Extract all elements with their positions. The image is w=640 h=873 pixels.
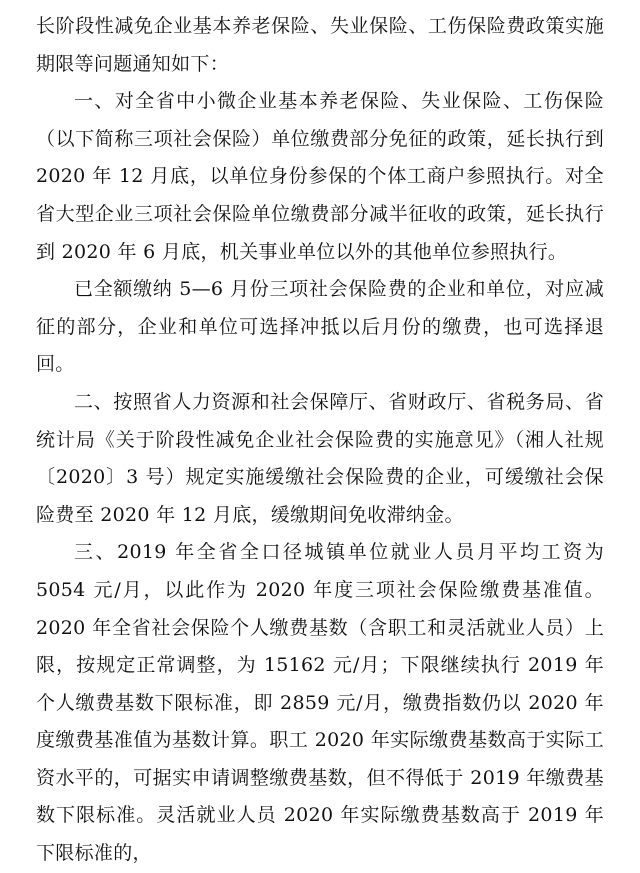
paragraph-item-2: 二、按照省人力资源和社会保障厅、省财政厅、省税务局、省统计局《关于阶段性减免企业社会保险费的实施意见》（湘人社规〔2020〕3 号）规定实施缓缴社会保险费的企业，可缓缴社会保险费至 2020 年 12 月底，缓缴期间免收滞纳金。 xyxy=(36,390,604,526)
paragraph-intro: 长阶段性减免企业基本养老保险、失业保险、工伤保险费政策实施期限等问题通知如下： xyxy=(36,15,604,75)
paragraph-item-1: 一、对全省中小微企业基本养老保险、失业保险、工伤保险（以下简称三项社会保险）单位缴费部分免征的政策，延长执行到 2020 年 12 月底，以单位身份参保的个体工商户参照执行。对全省大型企业三项社会保险单位缴费部分减半征收的政策，延长执行到 2020 年 6 月底，机关事业单位以外的其他单位参照执行。 xyxy=(36,90,604,263)
paragraph-item-3: 三、2019 年全省全口径城镇单位就业人员月平均工资为 5054 元/月，以此作为 2020 年度三项社会保险缴费基准值。2020 年全省社会保险个人缴费基数（含职工和灵活就业人员）上限，按规定正常调整，为 15162 元/月；下限继续执行 2019 年个人缴费基数下限标准，即 2859 元/月，缴费指数仍以 2020 年度缴费基准值为基数计算。职工 2020 年实际缴费基数高于实际工资水平的，可据实申请调整缴费基数，但不得低于 2019 年缴费基数下限标准。灵活就业人员 2020 年实际缴费基数高于 2019 年下限标准的， xyxy=(36,541,604,865)
paragraph-item-1-note: 已全额缴纳 5—6 月份三项社会保险费的企业和单位，对应减征的部分，企业和单位可选择冲抵以后月份的缴费，也可选择退回。 xyxy=(36,278,604,376)
